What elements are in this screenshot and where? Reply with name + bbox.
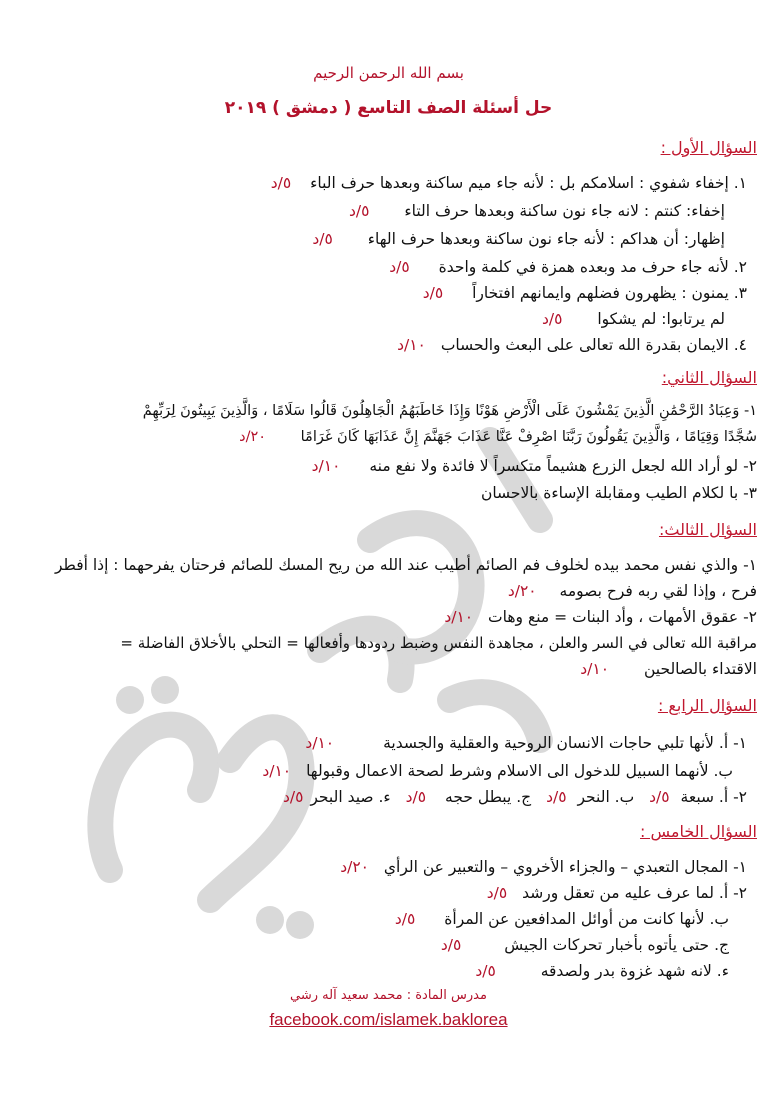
q4-heading: السؤال الرابع :	[657, 696, 757, 715]
q3-score-2: ٢٠/د	[507, 582, 537, 600]
q1-line-7	[18, 334, 747, 356]
q5-score-5: ٥/د	[475, 962, 496, 980]
q3-answer-3: ٢- عقوق الأمهات ، وأد البنات = منع وهات	[488, 608, 757, 626]
q5-score-4: ٥/د	[440, 936, 462, 954]
q4-line-2	[18, 760, 733, 782]
q3-line-5	[18, 658, 757, 680]
q5-answer-2: ٢- أ. لما عرف عليه من تعقل ورشد	[522, 884, 747, 902]
q4-answer-3d: ء. صيد البحر	[310, 788, 391, 806]
q3-answer-4: مراقبة الله تعالى في السر والعلن ، مجاهدة النفس وضبط ردودها وأفعالها = التحلي بالأخلاق الفاضلة =	[120, 634, 757, 652]
q1-score-3: ٥/د	[312, 230, 333, 248]
q1-score-5: ٥/د	[422, 284, 444, 302]
q5-score-3: ٥/د	[394, 910, 416, 928]
q4-answer-2: ب. لأنهما السبيل للدخول الى الاسلام وشرط لصحة الاعمال وقبولها	[306, 762, 733, 780]
q1-answer-6: لم يرتابوا: لم يشكوا	[597, 310, 725, 328]
q5-score-2: ٥/د	[486, 884, 508, 902]
q3-heading: السؤال الثالث:	[658, 520, 757, 539]
q4-answer-1: ١- أ. لأنها تلبي حاجات الانسان الروحية والعقلية والجسدية	[383, 734, 747, 752]
q2-answer-3: ٢- لو أراد الله لجعل الزرع هشيماً متكسراً لا فائدة ولا نفع منه	[369, 457, 757, 475]
q2-answer-2: سُجَّدًا وَقِيَامًا ، وَالَّذِينَ يَقُولُونَ رَبَّنَا اصْرِفْ عَنَّا عَذَابَ جَهَنَّمَ إِنَّ عَذَابَهَا كَانَ غَرَامًا	[300, 429, 757, 445]
q1-score-1: ٥/د	[270, 174, 292, 192]
q5-line-1	[18, 856, 747, 878]
q3-line-4	[18, 632, 757, 654]
q1-line-6	[18, 308, 725, 330]
teacher-credit: مدرس المادة : محمد سعيد آله رشي	[290, 988, 487, 1003]
q5-score-1: ٢٠/د	[340, 858, 369, 876]
q3-line-2	[18, 580, 757, 602]
q2-line-1	[18, 400, 757, 422]
q4-score-2: ١٠/د	[262, 762, 292, 780]
q2-heading: السؤال الثاني:	[661, 368, 757, 387]
page-title: حل أسئلة الصف التاسع ( دمشق ) ٢٠١٩	[224, 98, 553, 118]
q5-line-4	[18, 934, 729, 956]
q4-score-3d: ٥/د	[282, 788, 304, 806]
q4-answer-3b: ب. النحر	[577, 788, 635, 806]
q1-line-5	[18, 282, 747, 304]
q4-answer-3c: ج. يبطل حجه	[445, 788, 532, 806]
q1-line-4	[18, 256, 747, 278]
q1-score-4: ٥/د	[389, 258, 410, 276]
q2-line-4	[18, 482, 757, 504]
q4-answer-3a: ٢- أ. سبعة	[680, 788, 747, 806]
facebook-link[interactable]: facebook.com/islamek.baklorea	[269, 1010, 508, 1029]
q2-line-3	[18, 455, 757, 477]
q3-line-3	[18, 606, 757, 628]
q3-answer-1: ١- والذي نفس محمد بيده لخلوف فم الصائم أطيب عند الله من ريح المسك للصائم فرحتان يفرحهما : إذا أفطر	[54, 556, 757, 574]
q5-answer-3: ب. لأنها كانت من أوائل المدافعين عن المرأة	[444, 910, 729, 928]
q1-answer-4: ٢. لأنه جاء حرف مد وبعده همزة في كلمة واحدة	[438, 258, 747, 276]
q4-line-3	[18, 786, 747, 808]
q4-score-3b: ٥/د	[546, 788, 567, 806]
q5-heading: السؤال الخامس :	[640, 822, 757, 841]
q1-score-6: ٥/د	[541, 310, 563, 328]
q5-line-3	[18, 908, 729, 930]
q4-score-3a: ٥/د	[649, 788, 670, 806]
q2-score-2: ٢٠/د	[239, 429, 267, 445]
q4-score-3c: ٥/د	[405, 788, 427, 806]
q5-line-5	[18, 960, 729, 982]
q1-score-7: ١٠/د	[397, 336, 426, 354]
q1-line-3	[18, 228, 725, 250]
q1-heading: السؤال الأول :	[660, 138, 757, 157]
q4-line-1	[18, 732, 747, 754]
q5-answer-4: ج. حتى يأتوه بأخبار تحركات الجيش	[504, 936, 729, 954]
q5-line-2	[18, 882, 747, 904]
q2-score-3: ١٠/د	[311, 457, 341, 475]
q1-answer-7: ٤. الايمان بقدرة الله تعالى على البعث والحساب	[440, 336, 747, 354]
q1-answer-3: إظهار: أن هداكم : لأنه جاء نون ساكنة وبعدها حرف الهاء	[367, 230, 725, 248]
q1-answer-2: إخفاء: كنتم : لانه جاء نون ساكنة وبعدها حرف التاء	[404, 202, 725, 220]
q3-line-1	[18, 554, 757, 576]
q1-score-2: ٥/د	[348, 202, 370, 220]
q3-score-3: ١٠/د	[444, 608, 474, 626]
q2-answer-1: ١- وَعِبَادُ الرَّحْمَٰنِ الَّذِينَ يَمْشُونَ عَلَى الْأَرْضِ هَوْنًا وَإِذَا خَاطَبَهُمُ الْجَاهِلُونَ قَالُوا سَلَامًا ، وَالَّذِينَ يَبِيتُونَ لِرَبِّهِمْ	[142, 403, 757, 419]
q3-answer-5: الاقتداء بالصالحين	[643, 660, 757, 678]
basmala: بسم الله الرحمن الرحيم	[313, 64, 464, 82]
q3-score-5: ١٠/د	[580, 660, 610, 678]
q3-answer-2: فرح ، وإذا لقي ربه فرح بصومه	[559, 582, 757, 600]
q4-score-1: ١٠/د	[305, 734, 335, 752]
q5-answer-5: ء. لانه شهد غزوة بدر ولصدقه	[540, 962, 729, 980]
q5-answer-1: ١- المجال التعبدي – والجزاء الأخروي – والتعبير عن الرأي	[383, 858, 747, 876]
q1-line-2	[18, 200, 725, 222]
q1-line-1	[18, 172, 747, 194]
q2-answer-4: ٣- با لكلام الطيب ومقابلة الإساءة بالاحسان	[480, 484, 757, 502]
q1-answer-1: ١. إخفاء شفوي : اسلامكم بل : لأنه جاء ميم ساكنة وبعدها حرف الباء	[310, 174, 747, 192]
q2-line-2	[18, 426, 757, 448]
q1-answer-5: ٣. يمنون : يظهرون فضلهم وايمانهم افتخاراً	[472, 284, 747, 302]
